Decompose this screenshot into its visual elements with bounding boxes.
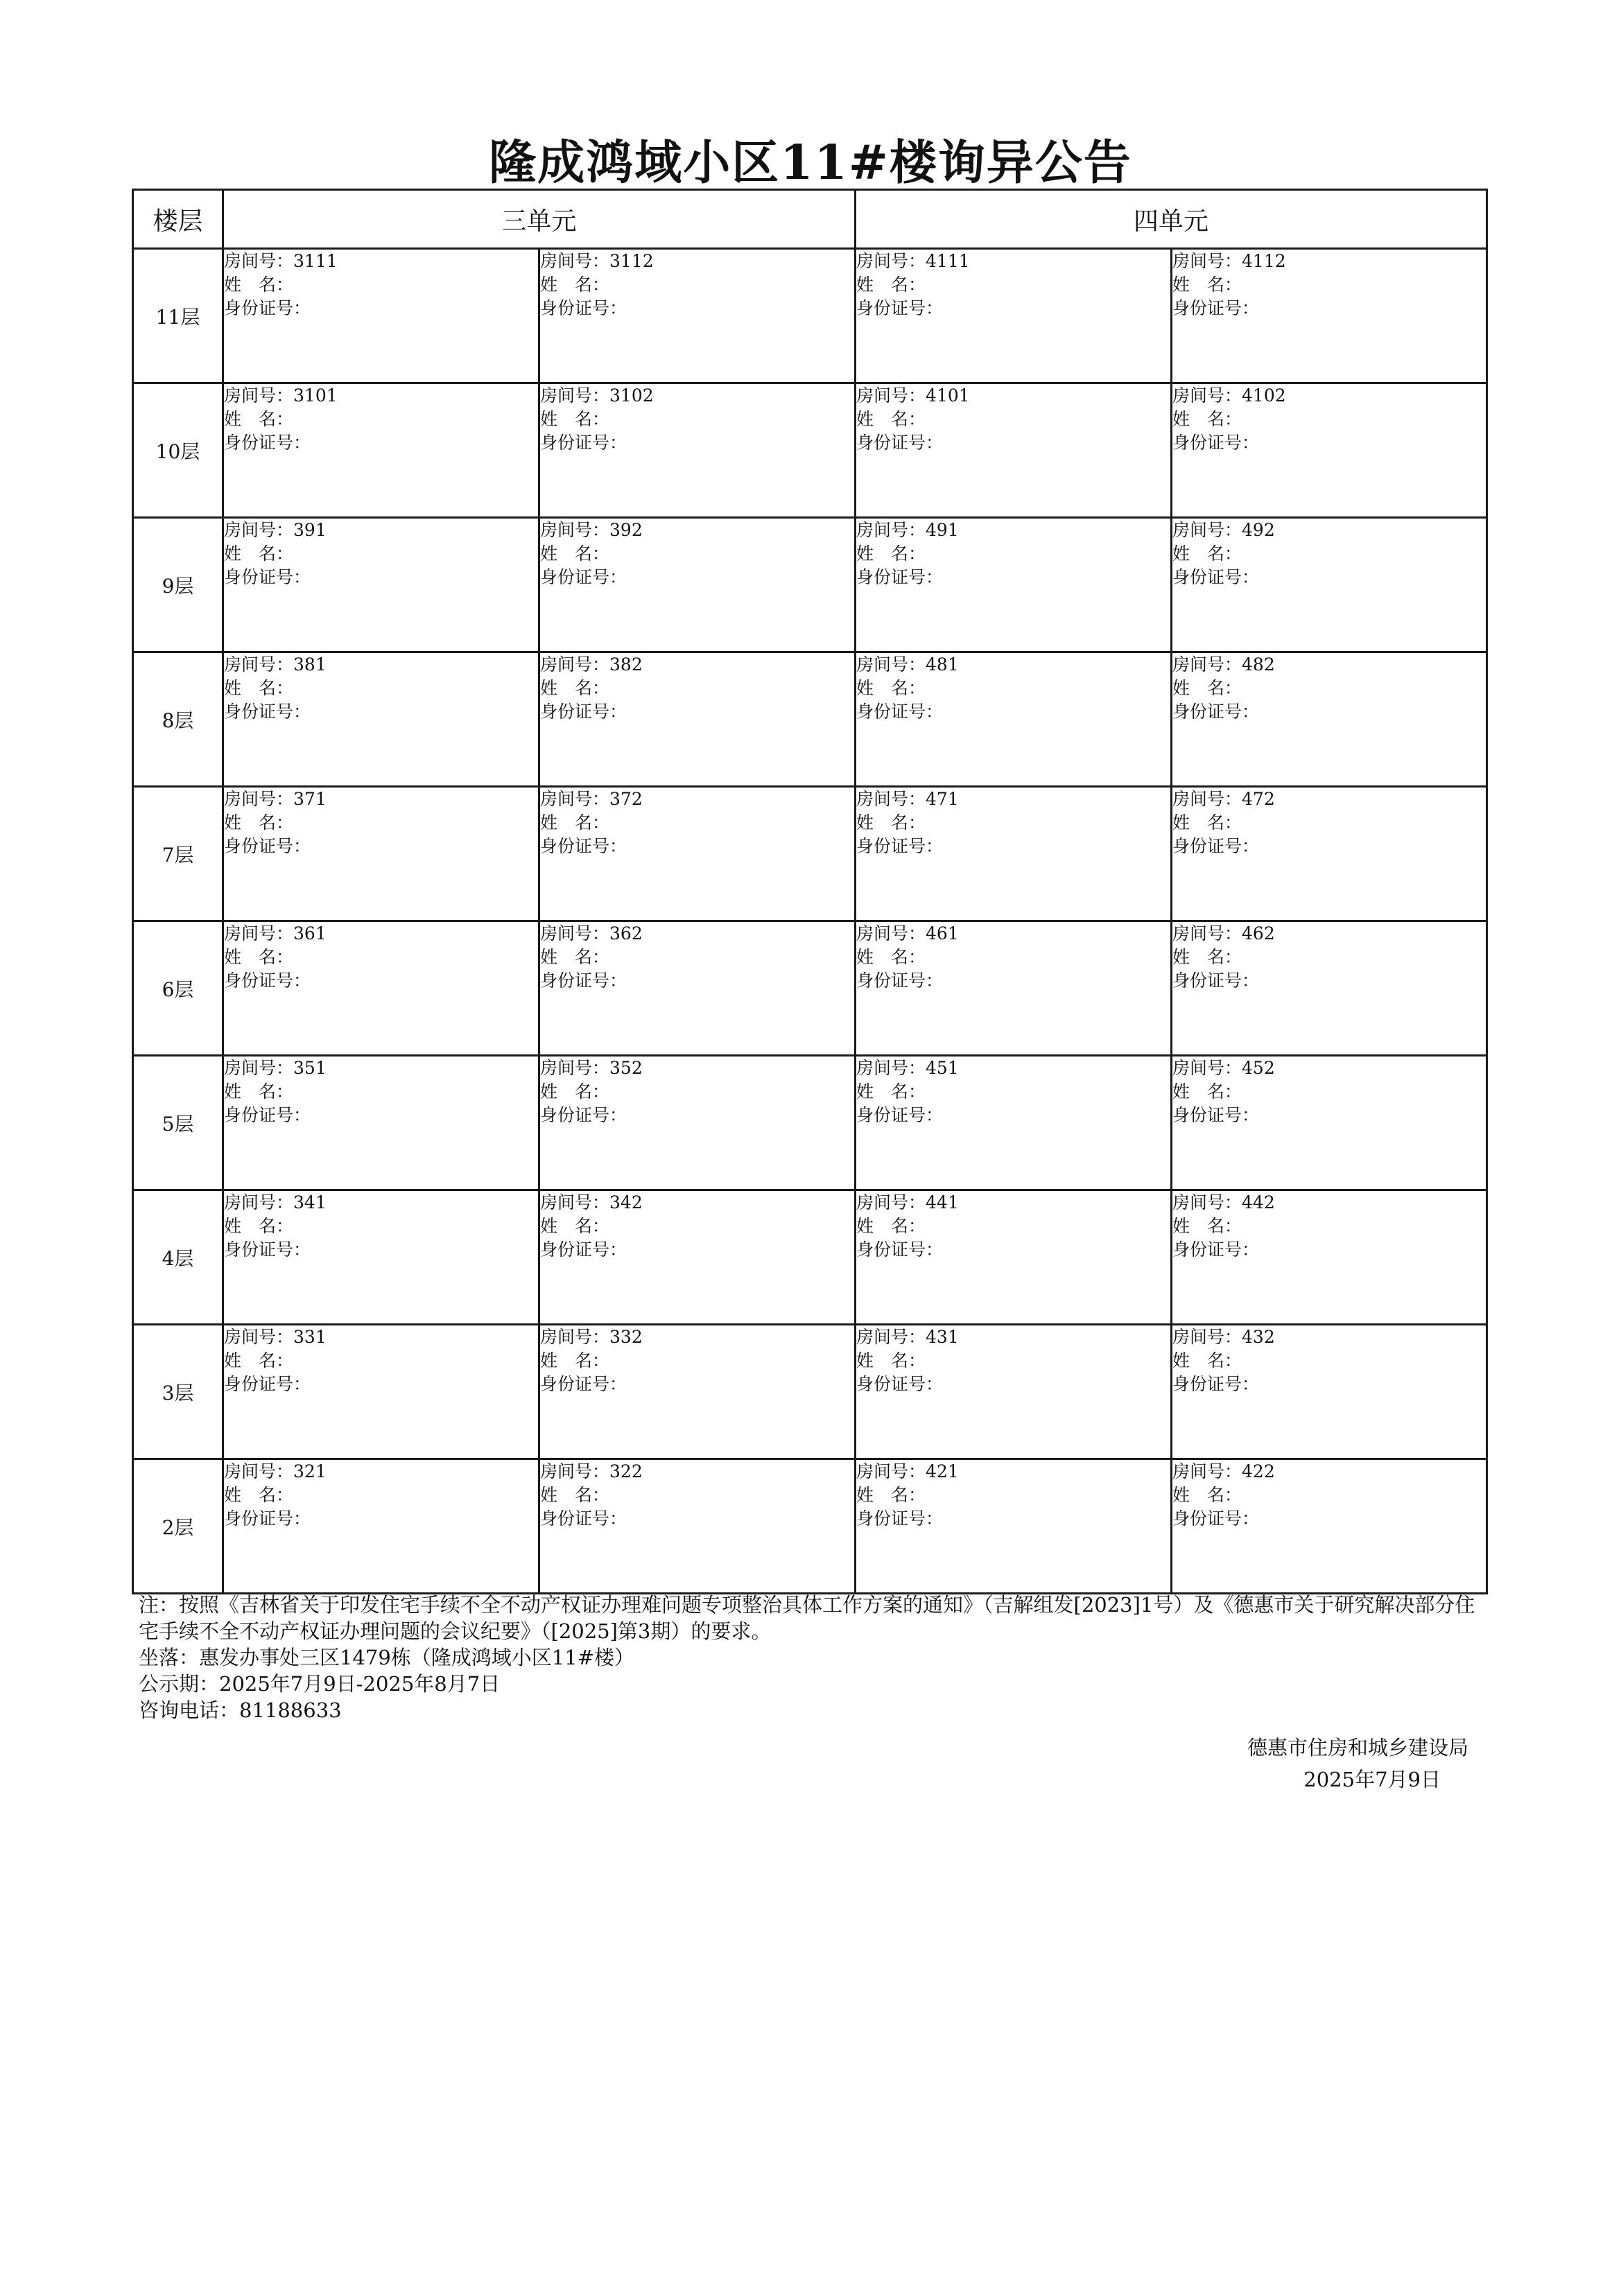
room-number-line xyxy=(856,1325,1170,1349)
room-number-label: 房间号： xyxy=(540,654,610,675)
floor-label: 11层 xyxy=(133,249,223,383)
name-label: 姓 名： xyxy=(540,1216,610,1236)
room-cell xyxy=(223,1190,539,1325)
floor-column-header: 楼层 xyxy=(133,190,223,249)
name-label: 姓 名： xyxy=(224,1350,294,1371)
room-number-value: 442 xyxy=(1242,1192,1275,1212)
name-label: 姓 名： xyxy=(1172,409,1242,429)
room-number-value: 422 xyxy=(1242,1461,1275,1481)
room-cell xyxy=(539,249,856,383)
id-number-label: 身份证号： xyxy=(856,702,944,722)
room-number-line xyxy=(540,922,854,946)
room-number-label: 房间号： xyxy=(856,923,926,943)
name-label: 姓 名： xyxy=(1172,678,1242,698)
room-number-label: 房间号： xyxy=(856,520,926,540)
id-number-label: 身份证号： xyxy=(1172,298,1260,318)
name-label: 姓 名： xyxy=(540,678,610,698)
issuing-organization: 德惠市住房和城乡建设局 xyxy=(1247,1736,1468,1759)
room-number-value: 391 xyxy=(293,520,327,540)
name-label: 姓 名： xyxy=(224,1081,294,1102)
room-cell xyxy=(223,652,539,787)
id-number-label: 身份证号： xyxy=(224,1374,311,1394)
room-number-label: 房间号： xyxy=(856,1327,926,1347)
room-cell xyxy=(856,518,1172,652)
room-cell xyxy=(539,518,856,652)
room-number-label: 房间号： xyxy=(1172,520,1242,540)
id-number-label: 身份证号： xyxy=(856,971,944,991)
id-number-label: 身份证号： xyxy=(856,567,944,587)
room-cell xyxy=(1172,1190,1487,1325)
room-number-value: 432 xyxy=(1242,1327,1275,1347)
room-number-value: 331 xyxy=(293,1327,327,1347)
room-cell xyxy=(223,1459,539,1594)
room-table xyxy=(132,189,1488,1594)
room-cell xyxy=(856,1459,1172,1594)
name-label: 姓 名： xyxy=(224,947,294,967)
id-number-label: 身份证号： xyxy=(856,1240,944,1260)
id-number-label: 身份证号： xyxy=(224,1240,311,1260)
name-label: 姓 名： xyxy=(540,275,610,295)
room-number-line xyxy=(1172,1460,1486,1484)
floor-label: 5层 xyxy=(133,1056,223,1190)
room-number-line xyxy=(1172,1191,1486,1215)
name-label: 姓 名： xyxy=(540,812,610,833)
room-number-line xyxy=(224,653,538,677)
room-number-label: 房间号： xyxy=(856,1058,926,1078)
name-label: 姓 名： xyxy=(1172,1216,1242,1236)
room-number-label: 房间号： xyxy=(224,1192,294,1212)
room-number-label: 房间号： xyxy=(1172,1327,1242,1347)
table-row xyxy=(133,1056,1487,1190)
name-label: 姓 名： xyxy=(856,678,926,698)
room-number-line xyxy=(856,250,1170,273)
id-number-label: 身份证号： xyxy=(540,702,627,722)
issue-date: 2025年7月9日 xyxy=(1303,1768,1441,1791)
room-number-value: 381 xyxy=(293,654,327,675)
room-number-value: 3111 xyxy=(293,251,338,271)
id-number-label: 身份证号： xyxy=(224,702,311,722)
room-number-label: 房间号： xyxy=(1172,1058,1242,1078)
name-label: 姓 名： xyxy=(224,409,294,429)
name-label: 姓 名： xyxy=(856,543,926,564)
room-number-label: 房间号： xyxy=(224,789,294,809)
room-number-line xyxy=(856,519,1170,542)
room-number-label: 房间号： xyxy=(1172,1192,1242,1212)
id-number-label: 身份证号： xyxy=(856,298,944,318)
id-number-label: 身份证号： xyxy=(1172,1105,1260,1125)
floor-label: 9层 xyxy=(133,518,223,652)
room-number-label: 房间号： xyxy=(540,1327,610,1347)
room-cell xyxy=(223,383,539,518)
room-number-value: 352 xyxy=(609,1058,643,1078)
room-number-value: 4112 xyxy=(1242,251,1286,271)
id-number-label: 身份证号： xyxy=(856,1508,944,1529)
floor-label: 8层 xyxy=(133,652,223,787)
room-cell xyxy=(856,1190,1172,1325)
table-row xyxy=(133,787,1487,921)
room-number-line xyxy=(1172,1325,1486,1349)
room-cell xyxy=(223,249,539,383)
room-number-line xyxy=(540,384,854,408)
room-number-label: 房间号： xyxy=(856,789,926,809)
name-label: 姓 名： xyxy=(224,1485,294,1505)
room-number-line xyxy=(224,384,538,408)
floor-label: 6层 xyxy=(133,921,223,1056)
room-number-label: 房间号： xyxy=(1172,385,1242,406)
room-number-value: 471 xyxy=(926,789,959,809)
room-number-line xyxy=(224,1056,538,1080)
floor-label: 2层 xyxy=(133,1459,223,1594)
id-number-label: 身份证号： xyxy=(1172,433,1260,453)
room-cell xyxy=(539,1325,856,1459)
room-number-line xyxy=(224,1191,538,1215)
room-number-line xyxy=(540,1191,854,1215)
room-number-value: 351 xyxy=(293,1058,327,1078)
room-number-line xyxy=(856,384,1170,408)
room-number-value: 362 xyxy=(609,923,643,943)
room-cell xyxy=(539,383,856,518)
room-number-label: 房间号： xyxy=(1172,1461,1242,1481)
name-label: 姓 名： xyxy=(224,678,294,698)
room-number-label: 房间号： xyxy=(224,251,294,271)
room-number-value: 4111 xyxy=(926,251,970,271)
room-number-line xyxy=(540,1056,854,1080)
id-number-label: 身份证号： xyxy=(540,971,627,991)
room-number-label: 房间号： xyxy=(856,251,926,271)
room-cell xyxy=(223,518,539,652)
id-number-label: 身份证号： xyxy=(540,1374,627,1394)
room-number-line xyxy=(540,519,854,542)
room-number-label: 房间号： xyxy=(856,654,926,675)
room-number-label: 房间号： xyxy=(856,385,926,406)
room-number-value: 321 xyxy=(293,1461,327,1481)
room-number-line xyxy=(856,1191,1170,1215)
table-row xyxy=(133,652,1487,787)
room-cell xyxy=(223,787,539,921)
id-number-label: 身份证号： xyxy=(856,1374,944,1394)
id-number-label: 身份证号： xyxy=(856,1105,944,1125)
room-number-value: 4102 xyxy=(1242,385,1286,406)
room-number-value: 342 xyxy=(609,1192,643,1212)
room-number-line xyxy=(224,250,538,273)
room-cell xyxy=(539,1056,856,1190)
room-cell xyxy=(856,383,1172,518)
room-number-label: 房间号： xyxy=(224,923,294,943)
room-number-line xyxy=(540,250,854,273)
room-number-value: 361 xyxy=(293,923,327,943)
room-cell xyxy=(539,921,856,1056)
room-number-label: 房间号： xyxy=(224,1058,294,1078)
room-number-line xyxy=(540,1460,854,1484)
room-number-label: 房间号： xyxy=(540,1058,610,1078)
room-number-value: 3112 xyxy=(609,251,654,271)
name-label: 姓 名： xyxy=(856,1485,926,1505)
page-title: 隆成鸿域小区11#楼询异公告 xyxy=(489,135,1132,191)
room-number-value: 431 xyxy=(926,1327,959,1347)
room-number-label: 房间号： xyxy=(856,1192,926,1212)
name-label: 姓 名： xyxy=(224,275,294,295)
id-number-label: 身份证号： xyxy=(224,1105,311,1125)
name-label: 姓 名： xyxy=(1172,947,1242,967)
name-label: 姓 名： xyxy=(224,1216,294,1236)
name-label: 姓 名： xyxy=(1172,1350,1242,1371)
room-number-label: 房间号： xyxy=(540,923,610,943)
room-cell xyxy=(856,1056,1172,1190)
id-number-label: 身份证号： xyxy=(540,1240,627,1260)
room-number-label: 房间号： xyxy=(1172,789,1242,809)
unit-four-header: 四单元 xyxy=(856,190,1487,249)
room-number-line xyxy=(1172,250,1486,273)
table-header-row xyxy=(133,190,1487,249)
table-row xyxy=(133,1190,1487,1325)
room-number-label: 房间号： xyxy=(1172,251,1242,271)
room-number-value: 332 xyxy=(609,1327,643,1347)
id-number-label: 身份证号： xyxy=(1172,971,1260,991)
floor-label: 10层 xyxy=(133,383,223,518)
room-number-value: 392 xyxy=(609,520,643,540)
room-number-value: 472 xyxy=(1242,789,1275,809)
room-cell xyxy=(856,787,1172,921)
name-label: 姓 名： xyxy=(540,1081,610,1102)
name-label: 姓 名： xyxy=(540,409,610,429)
name-label: 姓 名： xyxy=(540,947,610,967)
notes-section xyxy=(139,1592,1491,1723)
room-number-line xyxy=(1172,519,1486,542)
room-cell xyxy=(856,249,1172,383)
legal-basis-note: 注：按照《吉林省关于印发住宅手续不全不动产权证办理难问题专项整治具体工作方案的通知》（吉解组发[2023]1号）及《德惠市关于研究解决部分住宅手续不全不动产权证办理问题的会议纪要》（[2025]第3期）的要求。 xyxy=(139,1593,1475,1643)
room-number-line xyxy=(540,653,854,677)
room-number-value: 441 xyxy=(926,1192,959,1212)
room-number-label: 房间号： xyxy=(1172,923,1242,943)
room-number-value: 461 xyxy=(926,923,959,943)
room-number-label: 房间号： xyxy=(540,1192,610,1212)
name-label: 姓 名： xyxy=(856,1350,926,1371)
id-number-label: 身份证号： xyxy=(1172,567,1260,587)
room-number-label: 房间号： xyxy=(540,1461,610,1481)
room-number-label: 房间号： xyxy=(540,789,610,809)
room-number-label: 房间号： xyxy=(224,1461,294,1481)
name-label: 姓 名： xyxy=(224,812,294,833)
name-label: 姓 名： xyxy=(224,543,294,564)
room-number-value: 341 xyxy=(293,1192,327,1212)
room-number-line xyxy=(224,1325,538,1349)
room-number-line xyxy=(224,788,538,811)
room-number-value: 481 xyxy=(926,654,959,675)
table-row xyxy=(133,518,1487,652)
contact-phone-line: 咨询电话：81188633 xyxy=(139,1698,342,1722)
room-number-line xyxy=(224,922,538,946)
room-number-line xyxy=(540,1325,854,1349)
room-number-value: 491 xyxy=(926,520,959,540)
room-cell xyxy=(1172,1056,1487,1190)
room-number-value: 4101 xyxy=(926,385,970,406)
id-number-label: 身份证号： xyxy=(1172,702,1260,722)
name-label: 姓 名： xyxy=(856,1081,926,1102)
id-number-label: 身份证号： xyxy=(540,433,627,453)
room-number-value: 451 xyxy=(926,1058,959,1078)
room-cell xyxy=(539,1190,856,1325)
room-cell xyxy=(1172,518,1487,652)
id-number-label: 身份证号： xyxy=(224,836,311,856)
id-number-label: 身份证号： xyxy=(224,971,311,991)
room-number-line xyxy=(1172,1056,1486,1080)
signature-block xyxy=(1247,1732,1468,1795)
room-cell xyxy=(1172,1325,1487,1459)
name-label: 姓 名： xyxy=(540,543,610,564)
name-label: 姓 名： xyxy=(856,275,926,295)
name-label: 姓 名： xyxy=(540,1350,610,1371)
id-number-label: 身份证号： xyxy=(540,1105,627,1125)
room-number-line xyxy=(224,519,538,542)
room-cell xyxy=(539,652,856,787)
room-cell xyxy=(223,1325,539,1459)
room-cell xyxy=(856,921,1172,1056)
id-number-label: 身份证号： xyxy=(540,567,627,587)
room-number-value: 421 xyxy=(926,1461,959,1481)
publicity-period-line: 公示期：2025年7月9日-2025年8月7日 xyxy=(139,1672,501,1696)
room-number-label: 房间号： xyxy=(856,1461,926,1481)
location-line: 坐落：惠发办事处三区1479栋（隆成鸿域小区11#楼） xyxy=(139,1646,635,1669)
room-number-value: 3101 xyxy=(293,385,338,406)
room-cell xyxy=(539,787,856,921)
room-number-label: 房间号： xyxy=(224,385,294,406)
room-number-line xyxy=(1172,384,1486,408)
table-row xyxy=(133,1459,1487,1594)
room-number-line xyxy=(856,1056,1170,1080)
room-cell xyxy=(1172,787,1487,921)
id-number-label: 身份证号： xyxy=(540,836,627,856)
room-number-value: 492 xyxy=(1242,520,1275,540)
room-number-value: 372 xyxy=(609,789,643,809)
name-label: 姓 名： xyxy=(1172,1485,1242,1505)
id-number-label: 身份证号： xyxy=(1172,836,1260,856)
id-number-label: 身份证号： xyxy=(224,433,311,453)
room-number-line xyxy=(540,788,854,811)
room-number-line xyxy=(856,1460,1170,1484)
id-number-label: 身份证号： xyxy=(1172,1374,1260,1394)
room-number-value: 3102 xyxy=(609,385,654,406)
name-label: 姓 名： xyxy=(1172,275,1242,295)
id-number-label: 身份证号： xyxy=(1172,1240,1260,1260)
name-label: 姓 名： xyxy=(856,812,926,833)
table-row xyxy=(133,921,1487,1056)
room-number-value: 371 xyxy=(293,789,327,809)
name-label: 姓 名： xyxy=(1172,543,1242,564)
room-number-line xyxy=(1172,788,1486,811)
floor-label: 7层 xyxy=(133,787,223,921)
room-cell xyxy=(1172,383,1487,518)
name-label: 姓 名： xyxy=(540,1485,610,1505)
name-label: 姓 名： xyxy=(856,947,926,967)
id-number-label: 身份证号： xyxy=(856,836,944,856)
name-label: 姓 名： xyxy=(856,409,926,429)
floor-label: 3层 xyxy=(133,1325,223,1459)
room-number-value: 482 xyxy=(1242,654,1275,675)
room-number-line xyxy=(856,922,1170,946)
id-number-label: 身份证号： xyxy=(224,1508,311,1529)
room-number-label: 房间号： xyxy=(1172,654,1242,675)
room-cell xyxy=(539,1459,856,1594)
room-number-label: 房间号： xyxy=(224,520,294,540)
name-label: 姓 名： xyxy=(1172,1081,1242,1102)
id-number-label: 身份证号： xyxy=(540,298,627,318)
room-number-line xyxy=(856,788,1170,811)
room-number-line xyxy=(1172,653,1486,677)
room-number-line xyxy=(1172,922,1486,946)
room-number-label: 房间号： xyxy=(224,1327,294,1347)
room-number-line xyxy=(856,653,1170,677)
unit-three-header: 三单元 xyxy=(223,190,856,249)
room-number-value: 322 xyxy=(609,1461,643,1481)
room-cell xyxy=(223,1056,539,1190)
room-cell xyxy=(856,652,1172,787)
room-cell xyxy=(223,921,539,1056)
room-cell xyxy=(1172,1459,1487,1594)
id-number-label: 身份证号： xyxy=(224,298,311,318)
floor-label: 4层 xyxy=(133,1190,223,1325)
table-row xyxy=(133,249,1487,383)
name-label: 姓 名： xyxy=(1172,812,1242,833)
name-label: 姓 名： xyxy=(856,1216,926,1236)
room-number-value: 382 xyxy=(609,654,643,675)
id-number-label: 身份证号： xyxy=(1172,1508,1260,1529)
room-number-label: 房间号： xyxy=(540,251,610,271)
room-number-value: 462 xyxy=(1242,923,1275,943)
room-cell xyxy=(1172,652,1487,787)
room-number-line xyxy=(224,1460,538,1484)
room-cell xyxy=(1172,921,1487,1056)
table-row xyxy=(133,383,1487,518)
room-number-value: 452 xyxy=(1242,1058,1275,1078)
room-number-label: 房间号： xyxy=(540,520,610,540)
id-number-label: 身份证号： xyxy=(540,1508,627,1529)
room-number-label: 房间号： xyxy=(540,385,610,406)
room-cell xyxy=(1172,249,1487,383)
id-number-label: 身份证号： xyxy=(224,567,311,587)
table-row xyxy=(133,1325,1487,1459)
id-number-label: 身份证号： xyxy=(856,433,944,453)
room-cell xyxy=(856,1325,1172,1459)
room-number-label: 房间号： xyxy=(224,654,294,675)
